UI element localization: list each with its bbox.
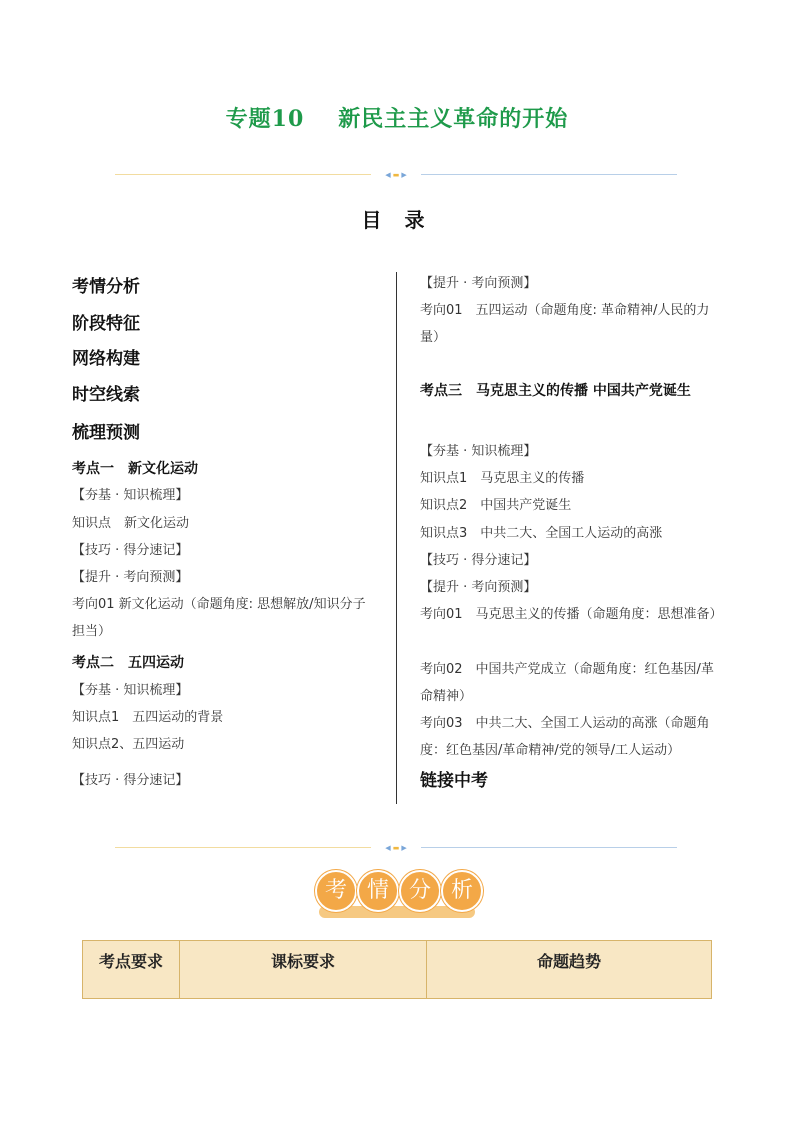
table-header: 考点要求	[83, 941, 180, 999]
banner-char: 情	[357, 870, 399, 912]
toc-item[interactable]: 知识点2 中国共产党诞生	[420, 498, 572, 513]
toc-item[interactable]: 考向01 新文化运动（命题角度: 思想解放/知识分子担当）	[72, 597, 366, 639]
toc-item[interactable]: 【技巧 · 得分速记】	[72, 543, 189, 558]
toc-item[interactable]: 【夯基 · 知识梳理】	[72, 683, 189, 698]
topic-number: 专题10	[225, 106, 305, 132]
toc-item[interactable]: 知识点2、五四运动	[72, 737, 185, 752]
toc-section[interactable]: 链接中考	[420, 771, 488, 791]
table-header: 课标要求	[180, 941, 427, 999]
toc-item[interactable]: 【技巧 · 得分速记】	[420, 553, 537, 568]
toc-item[interactable]: 【提升 · 考向预测】	[420, 276, 537, 291]
toc-section[interactable]: 时空线索	[72, 385, 140, 405]
toc-item[interactable]: 【夯基 · 知识梳理】	[72, 488, 189, 503]
divider-bottom: ◀ ▬ ▶	[115, 843, 677, 853]
column-divider	[396, 272, 397, 804]
toc-kaodian-2[interactable]: 考点二 五四运动	[72, 655, 184, 671]
banner-char: 分	[399, 870, 441, 912]
page-title	[0, 102, 794, 133]
toc-section[interactable]: 阶段特征	[72, 314, 140, 334]
toc-item[interactable]: 【提升 · 考向预测】	[72, 570, 189, 585]
banner-char: 析	[441, 870, 483, 912]
toc-item[interactable]: 考向01 马克思主义的传播（命题角度：思想准备）	[420, 607, 723, 622]
divider-top: ◀ ▬ ▶	[115, 170, 677, 180]
banner-char: 考	[315, 870, 357, 912]
table-header: 命题趋势	[427, 941, 712, 999]
toc-item[interactable]: 知识点 新文化运动	[72, 516, 190, 531]
toc-item[interactable]: 知识点3 中共二大、全国工人运动的高涨	[420, 526, 663, 541]
toc-item[interactable]: 【提升 · 考向预测】	[420, 580, 537, 595]
toc-item[interactable]: 考向01 五四运动（命题角度: 革命精神/人民的力量）	[420, 303, 710, 345]
toc-item[interactable]: 【技巧 · 得分速记】	[72, 773, 189, 788]
toc-item[interactable]: 考向02 中国共产党成立（命题角度：红色基因/革命精神）	[420, 662, 714, 704]
toc-title: 目 录	[361, 208, 433, 232]
toc-item[interactable]: 考向03 中共二大、全国工人运动的高涨（命题角度：红色基因/革命精神/党的领导/工人运动）	[420, 716, 710, 758]
toc-kaodian-1[interactable]: 考点一 新文化运动	[72, 461, 198, 477]
toc-item[interactable]: 知识点1 马克思主义的传播	[420, 471, 585, 486]
toc-item[interactable]: 【夯基 · 知识梳理】	[420, 444, 537, 459]
topic-title: 新民主主义革命的开始	[338, 107, 569, 132]
section-banner	[313, 870, 481, 918]
toc-kaodian-3[interactable]: 考点三 马克思主义的传播 中国共产党诞生	[420, 383, 691, 399]
toc-item[interactable]: 知识点1 五四运动的背景	[72, 710, 224, 725]
toc-section[interactable]: 考情分析	[72, 277, 140, 297]
requirements-table	[82, 940, 712, 999]
toc-section[interactable]: 梳理预测	[72, 423, 140, 443]
toc-section[interactable]: 网络构建	[72, 349, 140, 369]
